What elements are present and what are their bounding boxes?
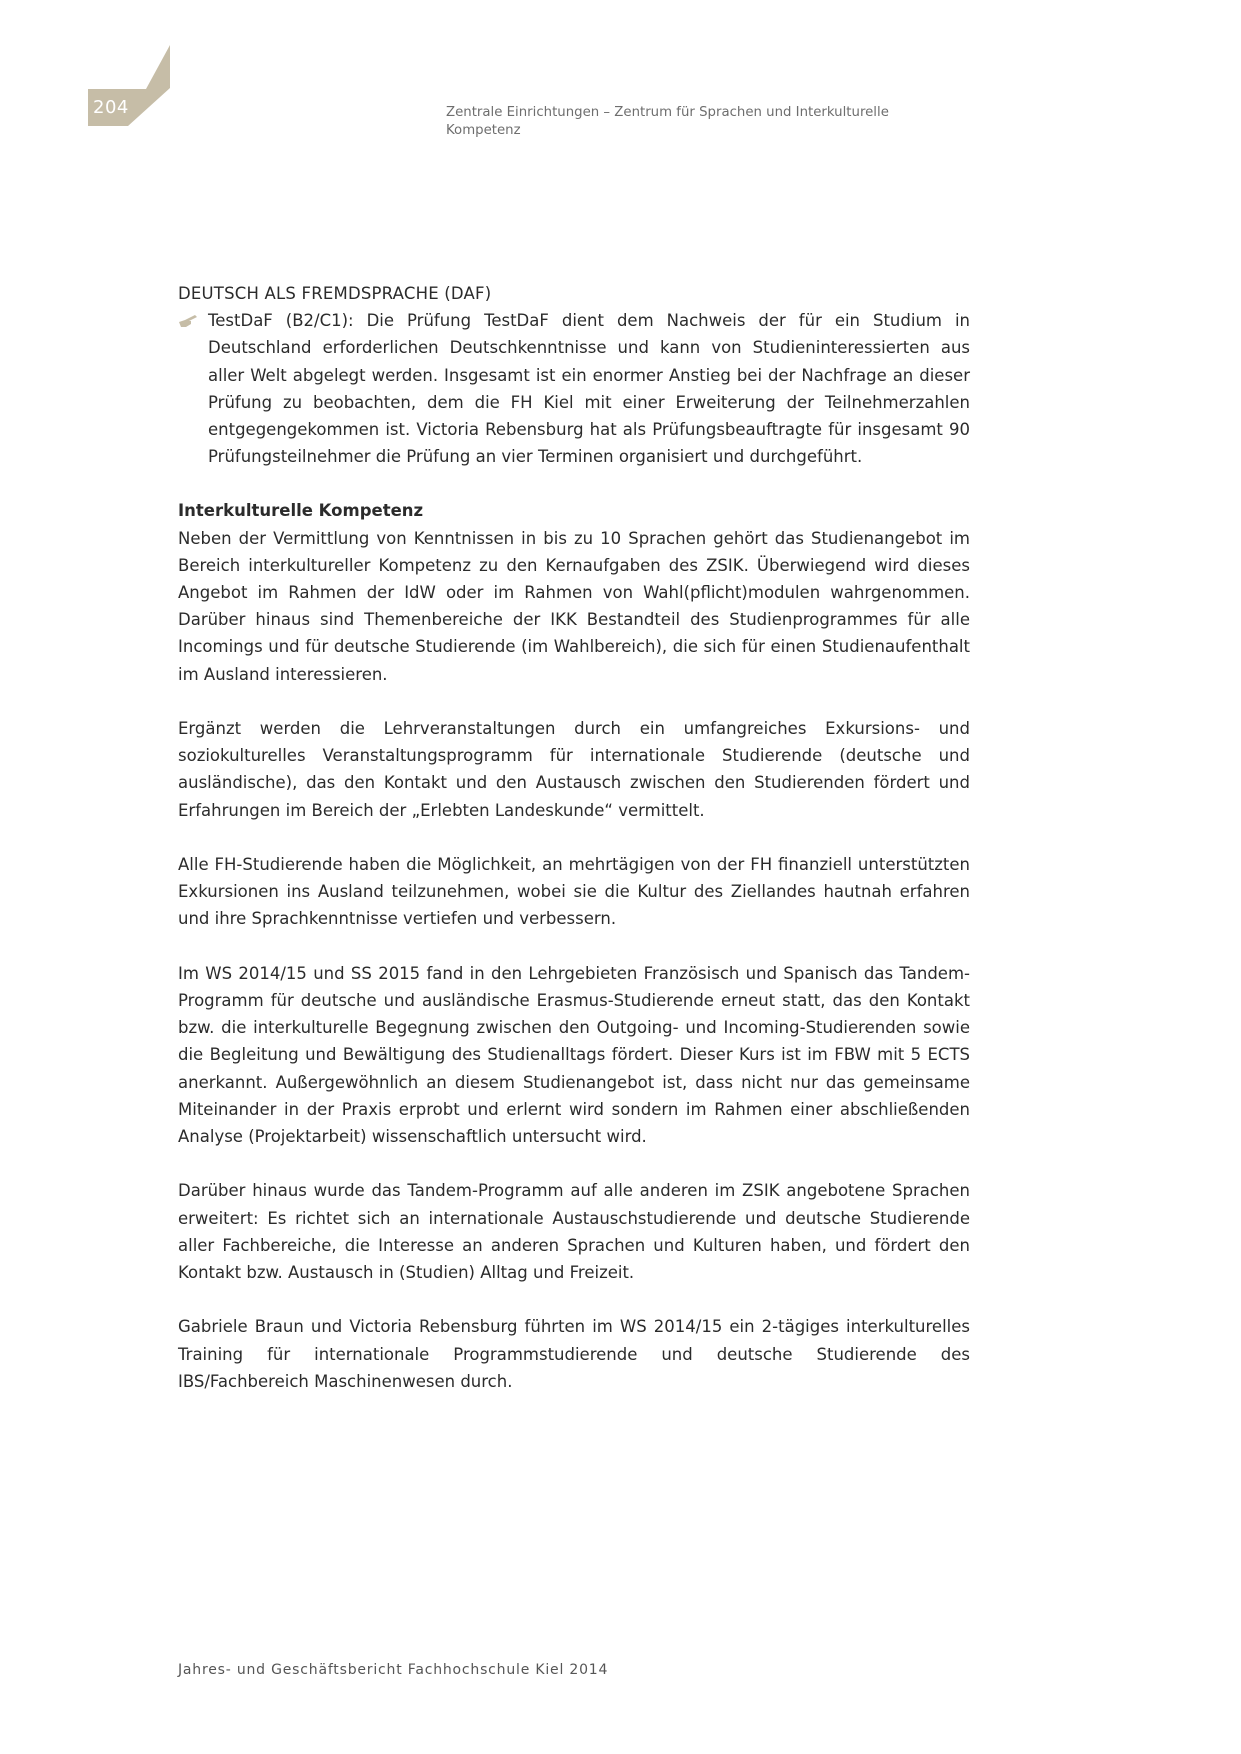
page-corner-decoration bbox=[0, 0, 180, 140]
paragraph-3: Alle FH-Studierende haben die Möglichkeit, an mehrtägigen von der FH finanziell unterstützten Exkursionen ins Ausland teilzunehmen, wobei sie die Kultur des Ziellandes hautnah erfahren und ihre Sprachkenntnisse vertiefen und verbessern. bbox=[178, 855, 970, 929]
paragraph-2: Ergänzt werden die Lehrveranstaltungen durch ein umfangreiches Exkursions- und soziokulturelles Veranstaltungsprogramm für internationale Studierende (deutsche und ausländische), das den Kontakt und den Austausch zwischen den Studierenden fördert und Erfahrungen im Bereich der „Erlebten Landeskunde“ vermittelt. bbox=[178, 719, 970, 820]
section-title: DEUTSCH ALS FREMDSPRACHE (DAF) bbox=[178, 284, 492, 303]
pointing-hand-icon bbox=[178, 313, 198, 329]
paragraph-1: Neben der Vermittlung von Kenntnissen in bis zu 10 Sprachen gehört das Studienangebot im Bereich interkultureller Kompetenz zu den Kernaufgaben des ZSIK. Überwiegend wird dieses Angebot im Rahmen der IdW oder im Rahmen von Wahl(pflicht)modulen wahrgenommen. Darüber hinaus sind Themenbereiche der IKK Bestandteil des Studienprogrammes für alle Incomings und für deutsche Studierende (im Wahlbereich), die sich für einen Studienaufenthalt im Ausland interessieren. bbox=[178, 528, 970, 684]
paragraph-4: Im WS 2014/15 und SS 2015 fand in den Lehrgebieten Französisch und Spanisch das Tandem-Programm für deutsche und ausländische Erasmus-Studierende erneut statt, das den Kontakt bzw. die interkulturelle Begegnung zwischen den Outgoing- und Incoming-Studierenden sowie die Begleitung und Bewältigung des Studienalltags fördert. Dieser Kurs ist im FBW mit 5 ECTS anerkannt. Außergewöhnlich an diesem Studienangebot ist, dass nicht nur das gemeinsame Miteinander in der Praxis erprobt und erlernt wird sondern im Rahmen einer abschließenden Analyse (Projektarbeit) wissenschaftlich untersucht wird. bbox=[178, 963, 970, 1147]
subsection-heading: Interkulturelle Kompetenz bbox=[178, 501, 424, 521]
main-content bbox=[178, 280, 970, 1395]
bullet-item bbox=[178, 307, 970, 470]
bullet-text: TestDaF (B2/C1): Die Prüfung TestDaF dient dem Nachweis der für ein Studium in Deutschland erforderlichen Deutschkenntnisse und kann von Studieninteressierten aus aller Welt abgelegt werden. Insgesamt ist ein enormer Anstieg bei der Nachfrage an dieser Prüfung zu beobachten, dem die FH Kiel mit einer Erweiterung der Teilnehmerzahlen entgegengekommen ist. Victoria Rebensburg hat als Prüfungsbeauftragte für insgesamt 90 Prüfungsteilnehmer die Prüfung an vier Terminen organisiert und durchgeführt. bbox=[208, 311, 970, 467]
paragraph-6: Gabriele Braun und Victoria Rebensburg führten im WS 2014/15 ein 2-tägiges interkulturelles Training für internationale Programmstudierende und deutsche Studierende des IBS/Fachbereich Maschinenwesen durch. bbox=[178, 1317, 970, 1391]
paragraph-5: Darüber hinaus wurde das Tandem-Programm auf alle anderen im ZSIK angebotene Sprachen erweitert: Es richtet sich an internationale Austauschstudierende und deutsche Studierende aller Fachbereiche, die Interesse an anderen Sprachen und Kulturen haben, und fördert den Kontakt bzw. Austausch in (Studien) Alltag und Freizeit. bbox=[178, 1181, 970, 1283]
running-header: Zentrale Einrichtungen – Zentrum für Sprachen und Interkulturelle Kompetenz bbox=[446, 105, 889, 138]
page-footer: Jahres- und Geschäftsbericht Fachhochschule Kiel 2014 bbox=[178, 1662, 609, 1678]
page-number: 204 bbox=[93, 97, 129, 118]
